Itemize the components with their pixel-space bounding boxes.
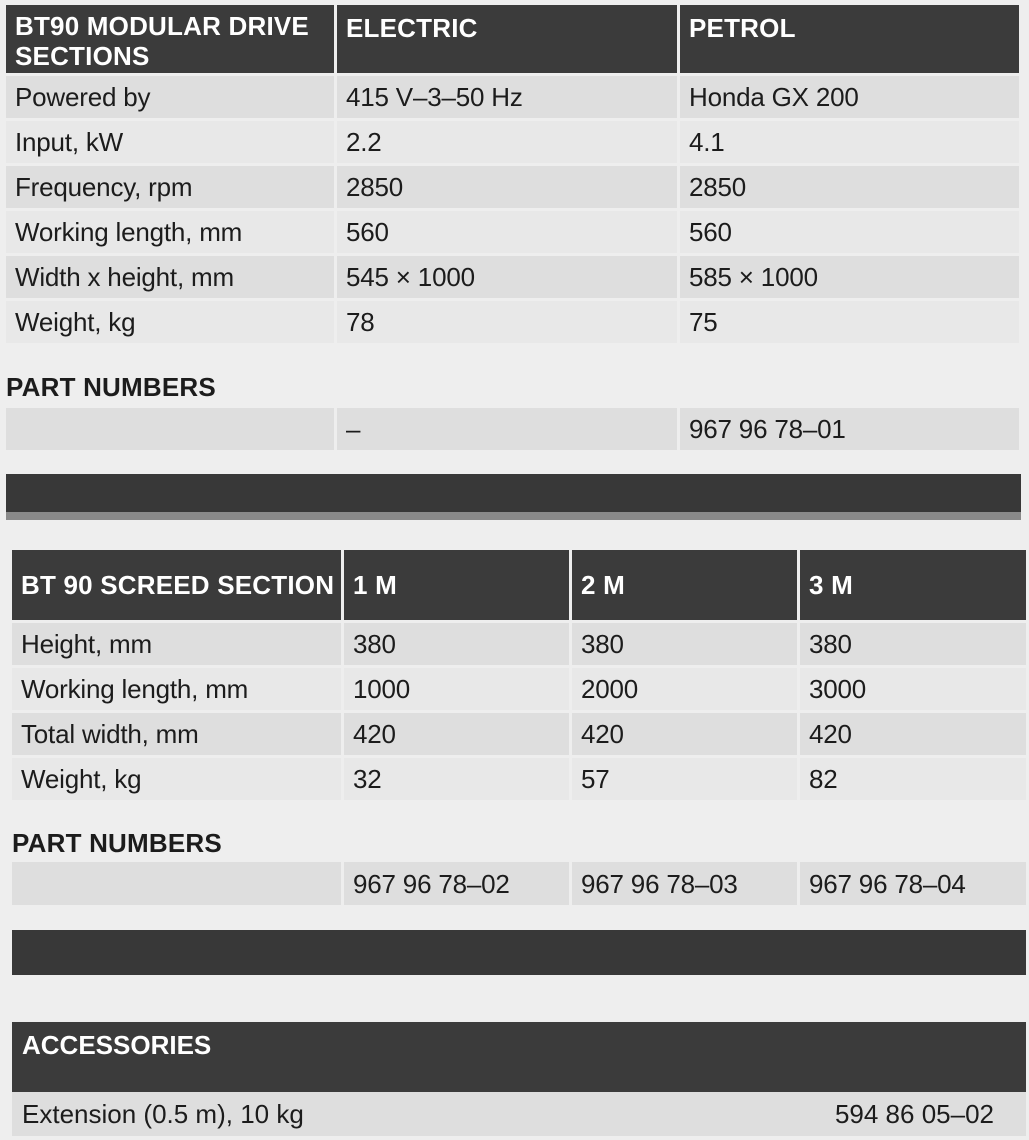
drive-part-cell [6, 408, 334, 450]
drive-cell: 585 × 1000 [680, 256, 1019, 298]
drive-header-electric: ELECTRIC [337, 5, 677, 73]
drive-part-cell: – [337, 408, 677, 450]
drive-cell: Working length, mm [6, 211, 334, 253]
accessory-item [12, 1092, 1026, 1136]
drive-part-numbers-title: PART NUMBERS [6, 372, 216, 402]
screed-cell: 82 [800, 758, 1026, 800]
drive-cell: 75 [680, 301, 1019, 343]
screed-cell: Working length, mm [12, 668, 341, 710]
drive-cell: 4.1 [680, 121, 1019, 163]
screed-cell: 57 [572, 758, 797, 800]
drive-cell: 560 [680, 211, 1019, 253]
drive-cell: 2850 [680, 166, 1019, 208]
drive-part-cell: 967 96 78–01 [680, 408, 1019, 450]
screed-cell: Weight, kg [12, 758, 341, 800]
drive-cell: 545 × 1000 [337, 256, 677, 298]
screed-header-3m: 3 M [800, 550, 1026, 620]
screed-section-table [12, 550, 1026, 800]
screed-cell: 32 [344, 758, 569, 800]
drive-cell: Input, kW [6, 121, 334, 163]
screed-part-cell: 967 96 78–04 [800, 862, 1026, 905]
screed-header-section: BT 90 SCREED SECTION [12, 550, 341, 620]
screed-cell: 420 [800, 713, 1026, 755]
screed-cell: 1000 [344, 668, 569, 710]
drive-header-petrol: PETROL [680, 5, 1019, 73]
divider-bar [12, 930, 1026, 975]
drive-sections-table [6, 5, 1019, 343]
screed-part-numbers-title: PART NUMBERS [12, 828, 222, 858]
screed-cell: 380 [572, 623, 797, 665]
drive-cell: 2.2 [337, 121, 677, 163]
screed-cell: 380 [800, 623, 1026, 665]
screed-part-cell [12, 862, 341, 905]
divider-bar-shadow [6, 512, 1021, 520]
drive-cell: 560 [337, 211, 677, 253]
drive-cell: Width x height, mm [6, 256, 334, 298]
screed-cell: 420 [572, 713, 797, 755]
screed-cell: 3000 [800, 668, 1026, 710]
screed-cell: 2000 [572, 668, 797, 710]
drive-header-sections: BT90 MODULAR DRIVE SECTIONS [6, 5, 334, 73]
screed-part-numbers-row [12, 862, 1026, 905]
divider-bar [6, 474, 1021, 512]
screed-header-2m: 2 M [572, 550, 797, 620]
screed-cell: 420 [344, 713, 569, 755]
screed-header-1m: 1 M [344, 550, 569, 620]
screed-part-cell: 967 96 78–02 [344, 862, 569, 905]
drive-cell: Powered by [6, 76, 334, 118]
drive-cell: Weight, kg [6, 301, 334, 343]
drive-part-numbers-row [6, 408, 1019, 450]
drive-cell: 2850 [337, 166, 677, 208]
accessories-header: ACCESSORIES [12, 1022, 1026, 1092]
drive-cell: 415 V–3–50 Hz [337, 76, 677, 118]
accessory-name: Extension (0.5 m), 10 kg [22, 1098, 304, 1129]
screed-cell: 380 [344, 623, 569, 665]
screed-part-cell: 967 96 78–03 [572, 862, 797, 905]
drive-cell: Honda GX 200 [680, 76, 1019, 118]
accessory-part-number: 594 86 05–02 [834, 1098, 994, 1129]
drive-cell: 78 [337, 301, 677, 343]
screed-cell: Total width, mm [12, 713, 341, 755]
screed-cell: Height, mm [12, 623, 341, 665]
drive-cell: Frequency, rpm [6, 166, 334, 208]
